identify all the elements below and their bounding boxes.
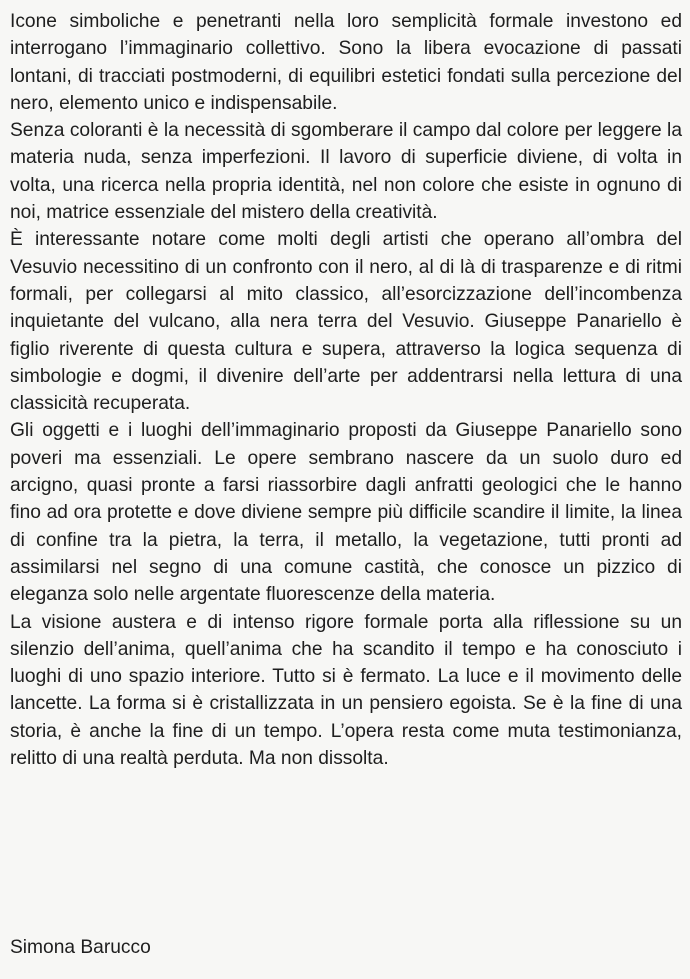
paragraph-3: È interessante notare come molti degli artisti che operano all’ombra del Vesuvio necessitino di un confronto con il nero, al di là di trasparenze e di ritmi formali, per collegarsi al mito classico, all’esorcizzazione dell’incombenza inquietante del vulcano, alla nera terra del Vesuvio. Giuseppe Panariello è figlio riverente di questa cultura e supera, attraverso la logica sequenza di simbologie e dogmi, il divenire dell’arte per addentrarsi nella lettura di una classicità recuperata. [10, 229, 682, 415]
paragraph-4: Gli oggetti e i luoghi dell’immaginario proposti da Giuseppe Panariello sono poveri ma essenziali. Le opere sembrano nascere da un suolo duro ed arcigno, quasi pronte a farsi riassorbire dagli anfratti geologici che le hanno fino ad ora protette e dove diviene sempre più difficile scandire il limite, la linea di confine tra la pietra, la terra, il metallo, la vegetazione, tutti pronti ad assimilarsi nel segno di una comune castità, che conosce un pizzico di eleganza solo nelle argentate fluorescenze della materia. [10, 420, 682, 606]
article-body [10, 8, 682, 772]
paragraph-1: Icone simboliche e penetranti nella loro semplicità formale investono ed interrogano l’immaginario collettivo. Sono la libera evocazione di passati lontani, di tracciati postmoderni, di equilibri estetici fondati sulla percezione del nero, elemento unico e indispensabile. [10, 11, 682, 114]
author-signature: Simona Barucco [10, 937, 151, 958]
paragraph-2: Senza coloranti è la necessità di sgomberare il campo dal colore per leggere la materia nuda, senza imperfezioni. Il lavoro di superficie diviene, di volta in volta, una ricerca nella propria identità, nel non colore che esiste in ognuno di noi, matrice essenziale del mistero della creatività. [10, 120, 682, 224]
paragraph-5: La visione austera e di intenso rigore formale porta alla riflessione su un silenzio dell’anima, quell’anima che ha scandito il tempo e ha conosciuto i luoghi di uno spazio interiore. Tutto si è fermato. La luce e il movimento delle lancette. La forma si è cristallizzata in un pensiero egoista. Se è la fine di una storia, è anche la fine di un tempo. L’opera resta come muta testimonianza, relitto di una realtà perduta. Ma non dissolta. [10, 611, 682, 770]
